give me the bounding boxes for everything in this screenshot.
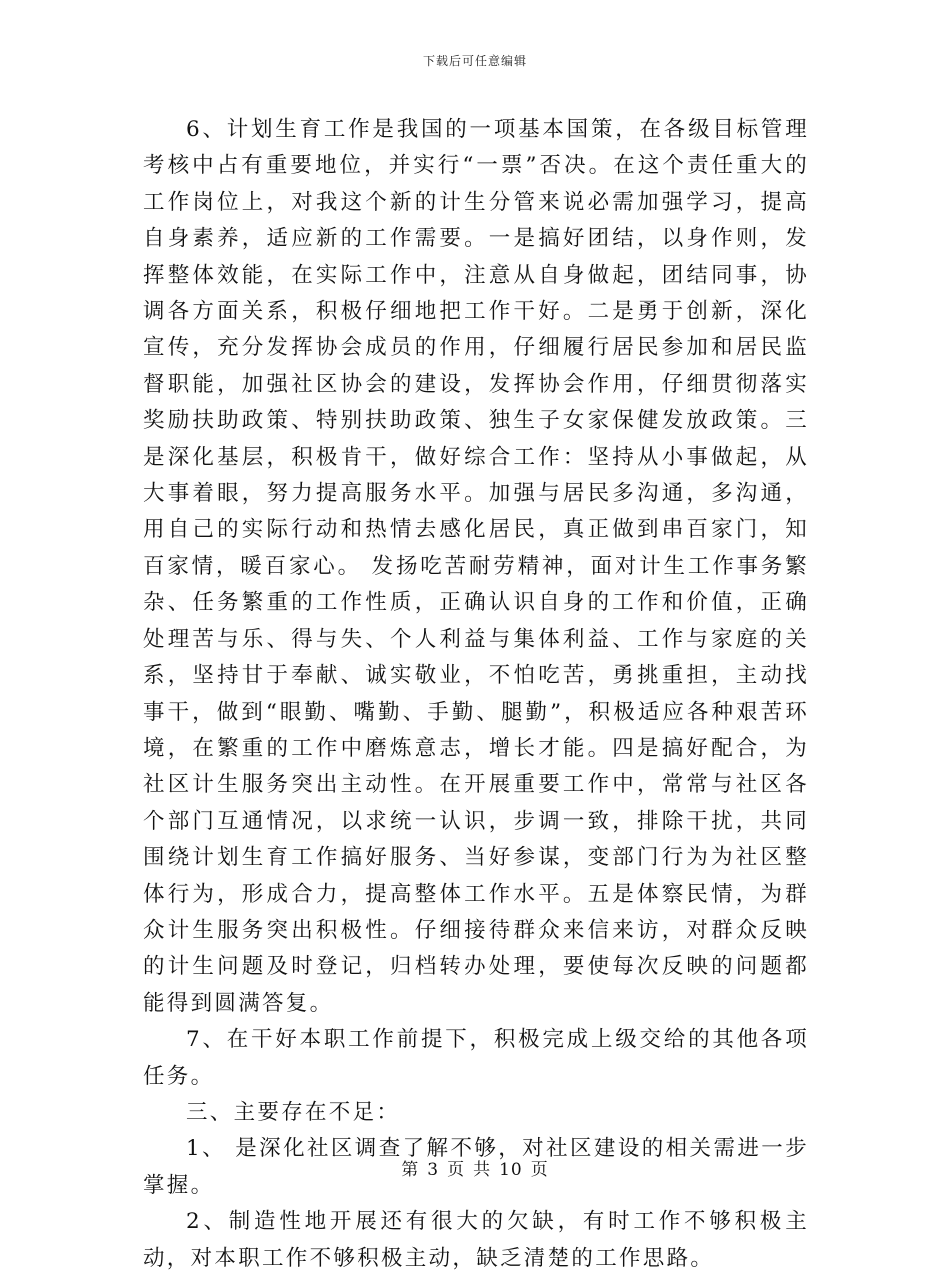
paragraph-shortcoming-2: 2、制造性地开展还有很大的欠缺，有时工作不够积极主动，对本职工作不够积极主动，缺乏清楚的工作思路。 bbox=[143, 1209, 809, 1271]
footer-total-word: 共 bbox=[473, 1160, 492, 1180]
total-pages-number: 10 bbox=[499, 1160, 523, 1180]
footer-page-word: 页 bbox=[447, 1160, 466, 1180]
page-header: 下载后可任意编辑 bbox=[422, 54, 527, 68]
document-body bbox=[143, 112, 809, 1277]
current-page-number: 3 bbox=[427, 1160, 440, 1180]
paragraph-item-7: 7、在干好本职工作前提下，积极完成上级交给的其他各项任务。 bbox=[143, 1027, 809, 1089]
footer-suffix: 页 bbox=[530, 1160, 549, 1180]
page-footer bbox=[0, 1155, 950, 1180]
paragraph-shortcoming-1: 1、 是深化社区调查了解不够，对社区建设的相关需进一步掌握。 bbox=[143, 1136, 809, 1198]
section-heading-shortcomings: 三、主要存在不足： bbox=[186, 1099, 401, 1125]
paragraph-item-6: 6、计划生育工作是我国的一项基本国策，在各级目标管理考核中占有重要地位，并实行“一票”否决。在这个责任重大的工作岗位上，对我这个新的计生分管来说必需加强学习，提高自身素养，适应新的工作需要。一是搞好团结，以身作则，发挥整体效能，在实际工作中，注意从自身做起，团结同事，协调各方面关系，积极仔细地把工作干好。二是勇于创新，深化宣传，充分发挥协会成员的作用，仔细履行居民参加和居民监督职能，加强社区协会的建设，发挥协会作用，仔细贯彻落实奖励扶助政策、特别扶助政策、独生子女家保健发放政策。三是深化基层，积极肯干，做好综合工作：坚持从小事做起，从大事着眼，努力提高服务水平。加强与居民多沟通，多沟通，用自己的实际行动和热情去感化居民，真正做到串百家门，知百家情，暖百家心。 发扬吃苦耐劳精神，面对计生工作事务繁杂、任务繁重的工作性质，正确认识自身的工作和价值，正确处理苦与乐、得与失、个人利益与集体利益、工作与家庭的关系，坚持甘于奉献、诚实敬业，不怕吃苦，勇挑重担，主动找事干，做到“眼勤、嘴勤、手勤、腿勤”，积极适应各种艰苦环境，在繁重的工作中磨炼意志，增长才能。四是搞好配合，为社区计生服务突出主动性。在开展重要工作中，常常与社区各个部门互通情况，以求统一认识，步调一致，排除干扰，共同围绕计划生育工作搞好服务、当好参谋，变部门行为为社区整体行为，形成合力，提高整体工作水平。五是体察民情，为群众计生服务突出积极性。仔细接待群众来信来访，对群众反映的计生问题及时登记，归档转办处理，要使每次反映的问题都能得到圆满答复。 bbox=[143, 117, 809, 1016]
footer-prefix: 第 bbox=[401, 1160, 420, 1180]
